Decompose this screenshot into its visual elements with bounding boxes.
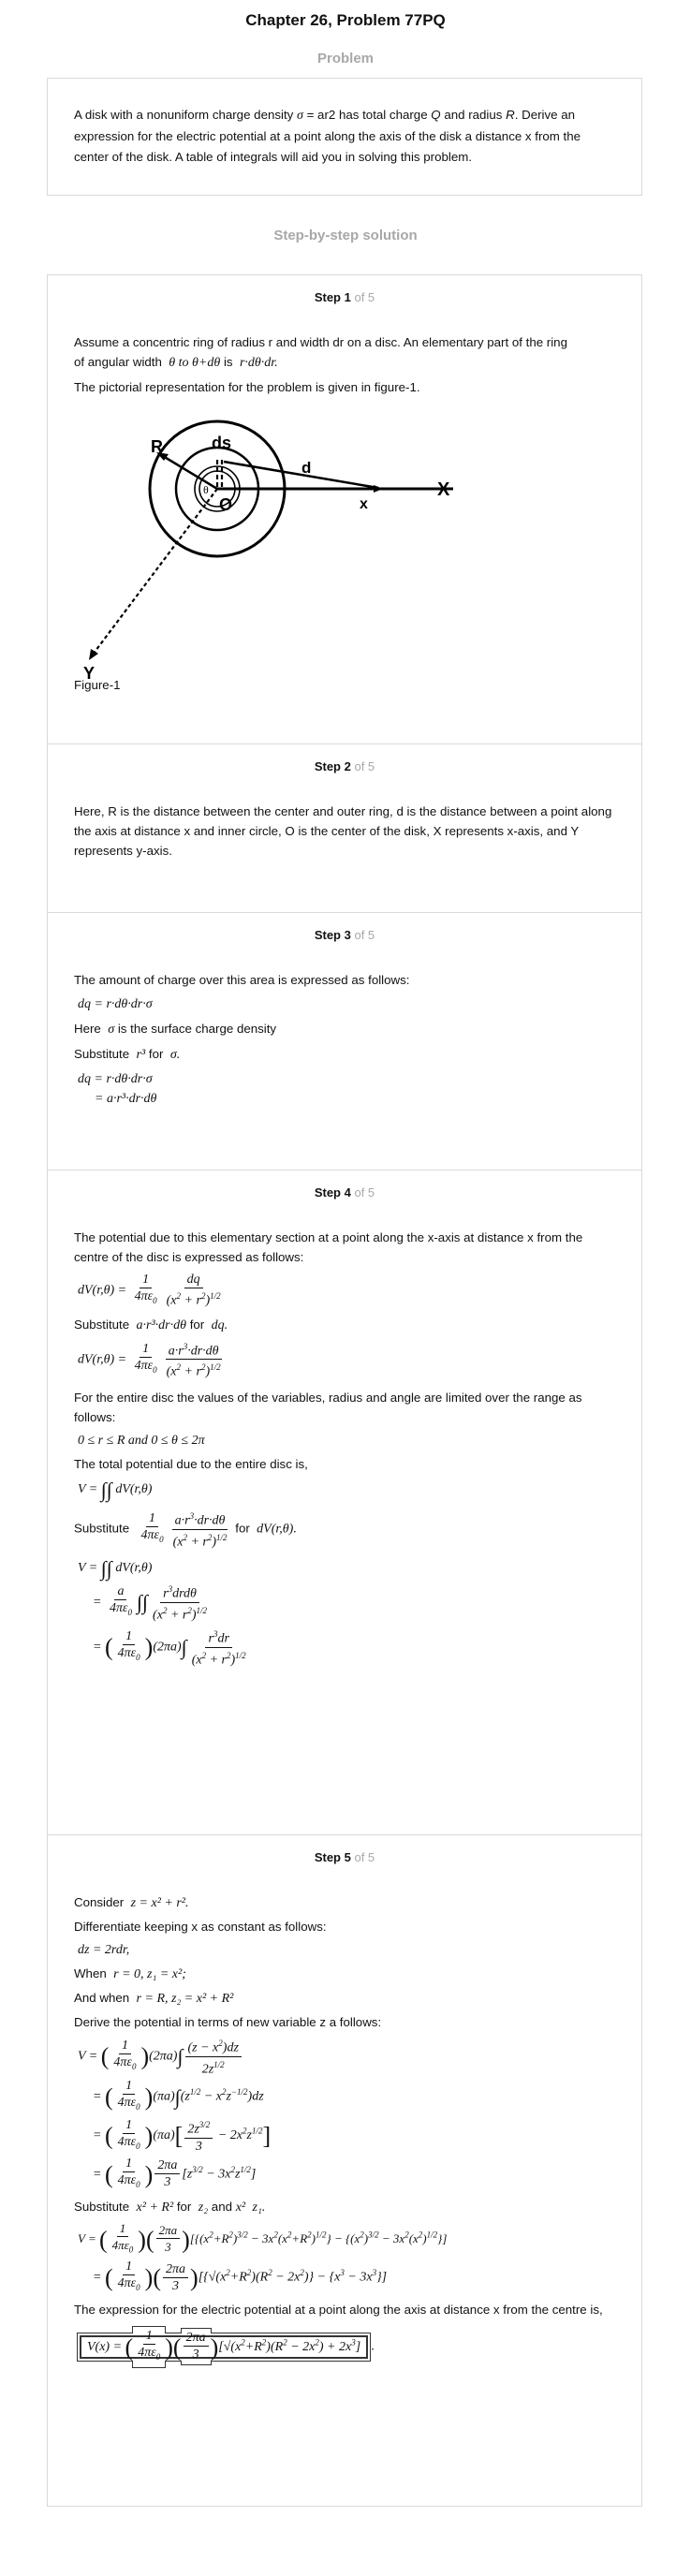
total-potential-eq-3: = $\frac{a}{4\pi\varepsilon_0}$ ∫∫ $\frac{r^3drd\theta}{(x^2 + r^2)^{1/2}}$ (93, 1582, 615, 1623)
solution-heading: Step-by-step solution (273, 228, 418, 243)
label-d: d (301, 459, 312, 477)
potential-element-eq: dV(r,θ) = $\frac{1}{4\pi\varepsilon_0}$ $\frac{dq}{(x^2 + r^2)^{1/2}}$ (78, 1273, 221, 1308)
step-1-text: Assume a concentric ring of radius r and width dr on a disc. An elementary part of the ring of angular width θ to θ+dθ is r·dθ·dr. The pictorial representation for the problem is given in figure-1. (74, 335, 567, 394)
z-potential-eq-2: = ( $\frac{1}{4\pi\varepsilon_0}$ )$(\pi a)\int(z^{1/2} - x^2z^{-1/2})dz$ (93, 2079, 264, 2112)
chapter-title: Chapter 26, Problem 77PQ (245, 11, 446, 29)
z-potential-eq-3: = ( $\frac{1}{4\pi\varepsilon_0}$ )(πa)[ $\frac{2z^{3/2}}{3}$ − $2x^2z^{1/2}$] (93, 2117, 272, 2154)
step-3-header: Step 3 of 5 (314, 928, 375, 942)
solution-steps (47, 274, 642, 2507)
charge-equation-3: = a·r³·dr·dθ (95, 1092, 157, 1106)
z-potential-eq-1: V = ( $\frac{1}{4\pi\varepsilon_0}$ )(2πa)∫ $\frac{(z - x^2)dz}{2z^{1/2}}$ (78, 2036, 615, 2077)
step-2-text: Here, R is the distance between the center and outer ring, d is the distance between a point along the axis at distance x and inner circle, O is the center of the disk, X represents x-axis, and Y represents y-axis. (74, 804, 612, 858)
step-5-text: Consider z = x² + r². Differentiate keeping x as constant as follows: dz = 2rdr, When r = 0, z₁ = x²; And when r = R, z₂ = x² + R² Derive the potential in terms of new variable z a follows: V = ( $\frac{1}{4\pi\varepsilon_0}$ )(2πa)∫ $\frac{(z - x^2)dz}{2z^{1/2}}$ = ( $\frac{1}{4\pi\varepsilon_0}$ )$(\pi a)\int(z^{1/2} - x^2z^{-1/2})dz$ = ( $\frac{1}{4\pi\varepsilon_0}$ )(πa)[ $\frac{2z^{3/2}}{3}$ − $2x^2z^{1/2}$] = ( $\frac{1}{4\pi\varepsilon_0}$ ) $\frac{2\pi a}{3}$ $[z^{3/2} - 3x^2z^{1/2}]$ Substitute x² + R² for z₂ and x² z₁. V = ( $\frac{1}{4\pi\varepsilon_0}$ )( $\frac{2\pi a}{3}$ )$[\{(x^2+R^2)^{3/2} - 3x^2(x^2+R^2)^{1/2}\} - \{(x^2)^{3/2} - 3x^2(x^2)^{1/2}\}]$ = ( $\frac{1}{4\pi\varepsilon_0}$ )( $\frac{2\pi a}{3}$ )$[\{√(x^2+R^2)(R^2 - 2x^2)\} - \{x^3 - 3x^3\}]$ The expression for the electric potential at a point along the axis at distance x from the centre is, V(x) = ( $\frac{1}{4\pi\varepsilon_0}$ )( $\frac{2\pi a}{3}$ )$[√(x^2+R^2)(R^2 - 2x^2) + 2x^3]$ . (74, 1892, 615, 2365)
step-1 (48, 275, 641, 743)
step-3 (48, 912, 641, 1170)
step-1-header: Step 1 of 5 (314, 290, 375, 304)
step-2 (48, 743, 641, 912)
range-equation: 0 ≤ r ≤ R and 0 ≤ θ ≤ 2π (78, 1434, 205, 1449)
subst-potential-eq-1: V = ( $\frac{1}{4\pi\varepsilon_0}$ )( $\frac{2\pi a}{3}$ )$[\{(x^2+R^2)^{3/2} - 3x^2(x^2+R^2)^{1/2}\} - \{(x^2)^{3/2} - 3x^2(x^2)^{1/2}\}]$ (78, 2220, 448, 2255)
problem-box (47, 78, 642, 196)
total-potential-eq: V = ∫∫ dV(r,θ) (78, 1478, 153, 1502)
label-theta: θ (203, 483, 209, 496)
step-4-text: The potential due to this elementary section at a point along the x-axis at distance x from the centre of the disc is expressed as follows: dV(r,θ) = $\frac{1}{4\pi\varepsilon_0}$ $\frac{dq}{(x^2 + r^2)^{1/2}}$ Substitute a·r³·dr·dθ for dq. dV(r,θ) = $\frac{1}{4\pi\varepsilon_0}$ $\frac{a\cdot r^3\cdot dr\cdot d\theta}{(x^2 + r^2)^{1/2}}$ For the entire disc the values of the variables, radius and angle are limited over the range as follows: 0 ≤ r ≤ R and 0 ≤ θ ≤ 2π The total potential due to the entire disc is, V = ∫∫ dV(r,θ) Substitute $\frac{1}{4\pi\varepsilon_0}$ $\frac{a\cdot r^3\cdot dr\cdot d\theta}{(x^2 + r^2)^{1/2}}$ for dV(r,θ). V = ∫∫ dV(r,θ) = $\frac{a}{4\pi\varepsilon_0}$ ∫∫ $\frac{r^3drd\theta}{(x^2 + r^2)^{1/2}}$ = ( $\frac{1}{4\pi\varepsilon_0}$ )(2πa)∫ $\frac{r^3dr}{(x^2 + r^2)^{1/2}}$ (74, 1228, 615, 1669)
step-5-header: Step 5 of 5 (314, 1850, 375, 1864)
total-potential-eq-2: V = ∫∫ dV(r,θ) (78, 1555, 153, 1580)
label-ds: ds (212, 434, 232, 452)
final-answer: V(x) = ( $\frac{1}{4\pi\varepsilon_0}$ )( $\frac{2\pi a}{3}$ )$[√(x^2+R^2)(R^2 - 2x^2) + 2x^3]$ . (80, 2329, 615, 2365)
step-2-header: Step 2 of 5 (314, 759, 375, 773)
step-3-text: The amount of charge over this area is expressed as follows: dq = r·dθ·dr·σ Here σ is the surface charge density Substitute r³ for σ. dq = r·dθ·dr·σ = a·r³·dr·dθ (74, 970, 615, 1109)
label-x: x (360, 496, 368, 512)
subst-potential-eq-2: = ( $\frac{1}{4\pi\varepsilon_0}$ )( $\frac{2\pi a}{3}$ )$[\{√(x^2+R^2)(R^2 - 2x^2)\} - \{x^3 - 3x^3\}]$ (93, 2260, 388, 2293)
step-5 (48, 1834, 641, 2506)
charge-equation: dq = r·dθ·dr·σ (78, 997, 153, 1011)
problem-text: A disk with a nonuniform charge density σ = ar2 has total charge Q and radius R. Derive an expression for the electric potential at a point along the axis of the disk a distance x from the center of the disk. A table of integrals will aid you in solving this problem. (74, 108, 581, 164)
figure-1-diagram (74, 402, 467, 683)
charge-equation-2: dq = r·dθ·dr·σ (78, 1072, 153, 1086)
problem-heading: Problem (316, 51, 374, 66)
potential-element-eq-2: dV(r,θ) = $\frac{1}{4\pi\varepsilon_0}$ $\frac{a\cdot r^3\cdot dr\cdot d\theta}{(x^2 + r^2)^{1/2}}$ (78, 1339, 615, 1380)
figure-1-caption: Figure-1 (74, 678, 121, 692)
total-potential-eq-4: = ( $\frac{1}{4\pi\varepsilon_0}$ )(2πa)∫ $\frac{r^3dr}{(x^2 + r^2)^{1/2}}$ (93, 1627, 615, 1668)
step-4 (48, 1170, 641, 1834)
label-R: R (151, 437, 163, 456)
label-O: O (219, 495, 233, 514)
label-X: X (437, 479, 450, 500)
label-Y: Y (83, 664, 96, 683)
z-potential-eq-4: = ( $\frac{1}{4\pi\varepsilon_0}$ ) $\frac{2\pi a}{3}$ $[z^{3/2} - 3x^2z^{1/2}]$ (93, 2156, 257, 2190)
step-4-header: Step 4 of 5 (314, 1185, 375, 1200)
y-axis-arrow (89, 649, 98, 660)
